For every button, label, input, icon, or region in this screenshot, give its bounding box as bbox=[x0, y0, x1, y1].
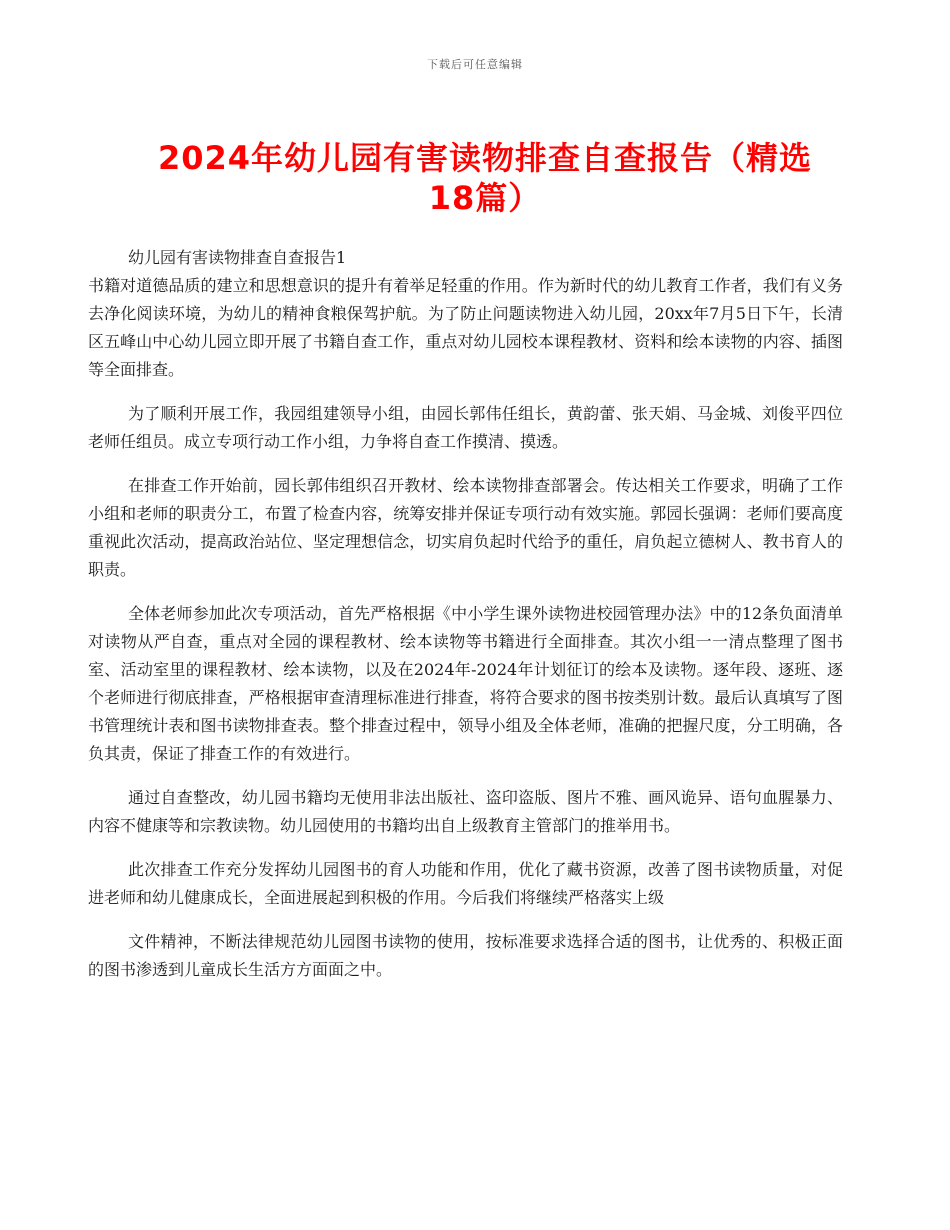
paragraph-1: 书籍对道德品质的建立和思想意识的提升有着举足轻重的作用。作为新时代的幼儿教育工作者，我们有义务去净化阅读环境，为幼儿的精神食粮保驾护航。为了防止问题读物进入幼儿园，20xx年7月5日下午，长清区五峰山中心幼儿园立即开展了书籍自查工作，重点对幼儿园校本课程教材、资料和绘本读物的内容、插图等全面排查。 bbox=[88, 276, 843, 379]
paragraph-3: 在排查工作开始前，园长郭伟组织召开教材、绘本读物排查部署会。传达相关工作要求，明确了工作小组和老师的职责分工，布置了检查内容，统筹安排并保证专项行动有效实施。郭园长强调：老师们要高度重视此次活动，提高政治站位、坚定理想信念，切实肩负起时代给予的重任，肩负起立德树人、教书育人的职责。 bbox=[88, 476, 843, 579]
header-note: 下载后可任意编辑 bbox=[427, 58, 523, 71]
section-subtitle: 幼儿园有害读物排查自查报告1 bbox=[128, 248, 347, 267]
paragraph-7: 文件精神，不断法律规范幼儿园图书读物的使用，按标准要求选择合适的图书，让优秀的、积极正面的图书渗透到儿童成长生活方方面面之中。 bbox=[88, 932, 843, 979]
paragraph-2: 为了顺利开展工作，我园组建领导小组，由园长郭伟任组长，黄韵蕾、张天娟、马金城、刘俊平四位老师任组员。成立专项行动工作小组，力争将自查工作摸清、摸透。 bbox=[88, 404, 843, 451]
paragraph-5: 通过自查整改，幼儿园书籍均无使用非法出版社、盗印盗版、图片不雅、画风诡异、语句血腥暴力、内容不健康等和宗教读物。幼儿园使用的书籍均出自上级教育主管部门的推举用书。 bbox=[88, 788, 843, 835]
document-title: 2024年幼儿园有害读物排查自查报告（精选18篇） bbox=[157, 139, 813, 217]
paragraph-6: 此次排查工作充分发挥幼儿园图书的育人功能和作用，优化了藏书资源，改善了图书读物质量，对促进老师和幼儿健康成长，全面进展起到积极的作用。今后我们将继续严格落实上级 bbox=[88, 860, 843, 907]
document-body bbox=[88, 244, 843, 984]
paragraph-4: 全体老师参加此次专项活动，首先严格根据《中小学生课外读物进校园管理办法》中的12条负面清单对读物从严自查，重点对全园的课程教材、绘本读物等书籍进行全面排查。其次小组一一清点整理了图书室、活动室里的课程教材、绘本读物，以及在2024年-2024年计划征订的绘本及读物。逐年段、逐班、逐个老师进行彻底排查，严格根据审查清理标准进行排查，将符合要求的图书按类别计数。最后认真填写了图书管理统计表和图书读物排查表。整个排查过程中，领导小组及全体老师，准确的把握尺度，分工明确，各负其责，保证了排查工作的有效进行。 bbox=[88, 604, 843, 763]
